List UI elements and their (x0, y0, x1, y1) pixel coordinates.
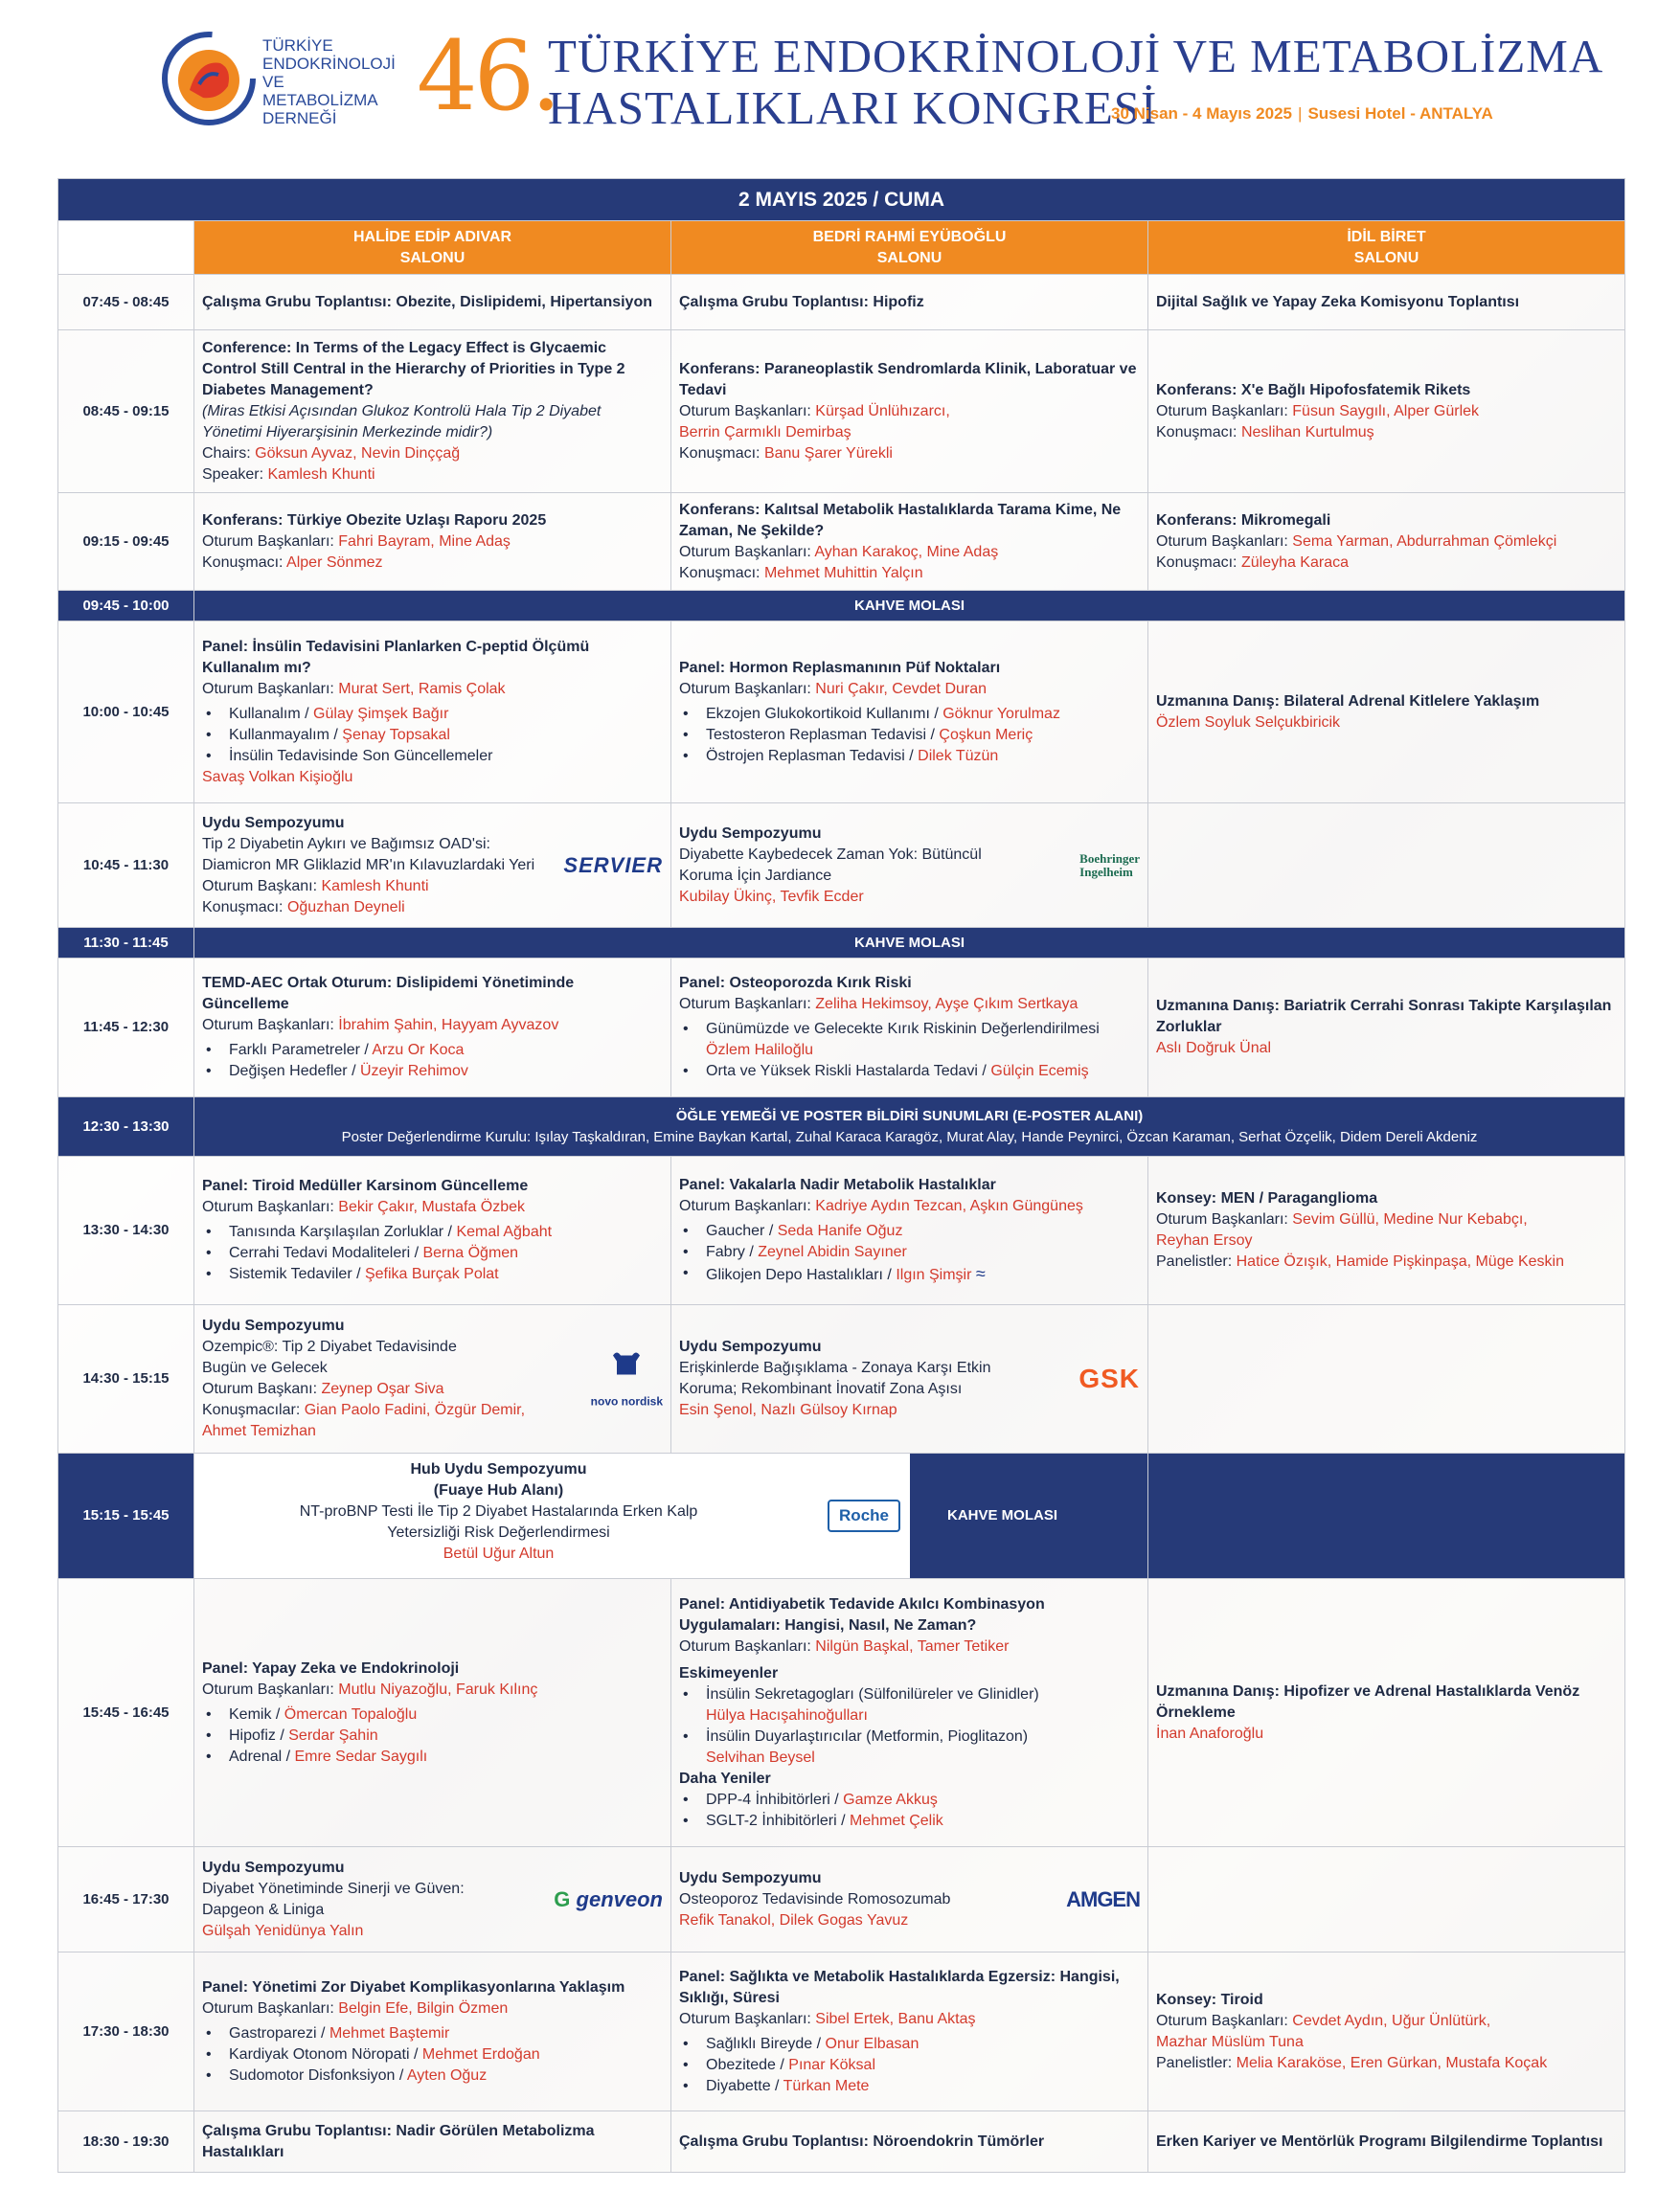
time-slot: 09:45 - 10:00 (58, 591, 194, 621)
empty-cell (1148, 803, 1625, 928)
session: Uzmanına Danış: Bilateral Adrenal Kitlelere Yaklaşım Özlem Soyluk Selçukbiricik (1148, 621, 1625, 803)
session: Konferans: X'e Bağlı Hipofosfatemik Rikets Oturum Başkanları: Füsun Saygılı, Alper Gürlek Konuşmacı: Neslihan Kurtulmuş (1148, 330, 1625, 493)
session: Konsey: MEN / Paraganglioma Oturum Başkanları: Sevim Güllü, Medine Nur Kebabçı, Reyhan Ersoy Panelistler: Hatice Özışık, Hamide Pişkinpaşa, Müge Keskin (1148, 1157, 1625, 1305)
congress-title-line2: HASTALIKLARI KONGRESİ (548, 81, 1158, 134)
coffee-break: KAHVE MOLASI (1148, 1454, 1625, 1579)
list-item: • Farklı Parametreler / Arzu Or Koca (202, 1040, 663, 1061)
list-item: • Fabry / Zeynel Abidin Sayıner (679, 1242, 1140, 1263)
satellite-symposium: Uydu Sempozyumu Ozempic®: Tip 2 Diyabet Tedavisinde Bugün ve Gelecek Oturum Başkanı: Zeynep Oşar Siva Konuşmacılar: Gian Paolo Fadini, Özgür Demir, Ahmet Temizhan novo nordisk (194, 1305, 671, 1454)
congress-date-venue: 30 Nisan - 4 Mayıs 2025 | Susesi Hotel - ANTALYA (1111, 104, 1493, 123)
list-item: • SGLT-2 İnhibitörleri / Mehmet Çelik (679, 1811, 1140, 1832)
boehringer-logo: Boehringer Ingelheim (1079, 850, 1140, 879)
time-slot: 15:15 - 15:45 (58, 1454, 194, 1579)
list-item: • Günümüzde ve Gelecekte Kırık Riskinin Değerlendirilmesi (679, 1019, 1140, 1040)
list-item: • Kullanmayalım / Şenay Topsakal (202, 725, 663, 746)
lunch-poster-session: ÖĞLE YEMEĞİ VE POSTER BİLDİRİ SUNUMLARI (E-POSTER ALANI) Poster Değerlendirme Kurulu: Işılay Taşkaldıran, Emine Baykan Kartal, Zuhal Karaca Karagöz, Murat Alay, Hande Peynirci, Özcan Karaman, Serhat Özçelik, Didem Dereli Akdeniz (194, 1097, 1625, 1157)
time-slot: 15:45 - 16:45 (58, 1579, 194, 1847)
satellite-symposium: Uydu Sempozyumu Diyabette Kaybedecek Zaman Yok: Bütüncül Koruma İçin Jardiance Kubilay Ükinç, Tevfik Ecder Boehringer Ingelheim (671, 803, 1148, 928)
satellite-symposium: Uydu Sempozyumu Osteoporoz Tedavisinde Romosozumab Refik Tanakol, Dilek Gogas Yavuz AMGEN (671, 1847, 1148, 1952)
list-item: • Sudomotor Disfonksiyon / Ayten Oğuz (202, 2065, 663, 2087)
session: Çalışma Grubu Toplantısı: Obezite, Dislipidemi, Hipertansiyon (194, 275, 671, 330)
list-item: • Testosteron Replasman Tedavisi / Çoşkun Meriç (679, 725, 1140, 746)
list-item: • Hipofiz / Serdar Şahin (202, 1726, 663, 1747)
amgen-logo: AMGEN (1066, 1886, 1140, 1911)
session: TEMD-AEC Ortak Oturum: Dislipidemi Yönetiminde Güncelleme Oturum Başkanları: İbrahim Şahin, Hayyam Ayvazov • Farklı Parametreler / Arzu Or Koca • Değişen Hedefler / Üzeyir Rehimov (194, 959, 671, 1097)
satellite-symposium: Uydu Sempozyumu Erişkinlerde Bağışıklama - Zonaya Karşı Etkin Koruma; Rekombinant İnovatif Zona Aşısı Esin Şenol, Nazlı Gülsoy Kırnap GSK (671, 1305, 1148, 1454)
list-item: • Değişen Hedefler / Üzeyir Rehimov (202, 1061, 663, 1082)
congress-number: 46. (417, 20, 558, 132)
time-slot: 14:30 - 15:15 (58, 1305, 194, 1454)
list-item: • Adrenal / Emre Sedar Saygılı (202, 1747, 663, 1768)
list-item: • İnsülin Sekretagogları (Sülfonilüreler ve Glinidler) Hülya Hacışahinoğulları (679, 1684, 1140, 1727)
hall-idil-biret: İDİL BİRET SALONU (1148, 221, 1625, 275)
list-item: • Kemik / Ömercan Topaloğlu (202, 1704, 663, 1726)
hall-bedri-rahmi-eyuboglu: BEDRİ RAHMİ EYÜBOĞLU SALONU (671, 221, 1148, 275)
session: Konferans: Paraneoplastik Sendromlarda Klinik, Laboratuar ve Tedavi Oturum Başkanları: Kürşad Ünlühızarcı, Berrin Çarmıklı Demirbaş Konuşmacı: Banu Şarer Yürekli (671, 330, 1148, 493)
association-name: TÜRKİYE ENDOKRİNOLOJİ VE METABOLİZMA DERNEĞİ (262, 36, 396, 127)
list-item: • Gastroparezi / Mehmet Baştemir (202, 2023, 663, 2044)
time-slot: 10:00 - 10:45 (58, 621, 194, 803)
session: Panel: Hormon Replasmanının Püf Noktaları Oturum Başkanları: Nuri Çakır, Cevdet Duran • Ekzojen Glukokortikoid Kullanımı / Göknur Yorulmaz • Testosteron Replasman Tedavisi / Çoşkun Meriç • Östrojen Replasman Tedavisi / Dilek Tüzün (671, 621, 1148, 803)
time-slot: 17:30 - 18:30 (58, 1952, 194, 2111)
session: Konferans: Mikromegali Oturum Başkanları: Sema Yarman, Abdurrahman Çömlekçi Konuşmacı: Züleyha Karaca (1148, 493, 1625, 591)
time-slot: 11:45 - 12:30 (58, 959, 194, 1097)
list-item: • Orta ve Yüksek Riskli Hastalarda Tedavi / Gülçin Ecemiş (679, 1061, 1140, 1082)
session: Panel: Antidiyabetik Tedavide Akılcı Kombinasyon Uygulamaları: Hangisi, Nasıl, Ne Zaman? Oturum Başkanları: Nilgün Başkal, Tamer Tetiker Eskimeyenler • İnsülin Sekretagogları (Sülfonilüreler ve Glinidler) Hülya Hacışahinoğulları • İnsülin Duyarlaştırıcılar (Metformin, Pioglitazon) Selvihan Beysel Daha Yeniler • DPP-4 İnhibitörleri / Gamze Akkuş • SGLT-2 İnhibitörleri / Mehmet Çelik (671, 1579, 1148, 1847)
session: Erken Kariyer ve Mentörlük Programı Bilgilendirme Toplantısı (1148, 2111, 1625, 2173)
list-item: • Kardiyak Otonom Nöropati / Mehmet Erdoğan (202, 2044, 663, 2065)
session: Çalışma Grubu Toplantısı: Nadir Görülen Metabolizma Hastalıkları (194, 2111, 671, 2173)
time-slot: 12:30 - 13:30 (58, 1097, 194, 1157)
list-item: • Kullanalım / Gülay Şimşek Bağır (202, 704, 663, 725)
list-item: • Obezitede / Pınar Köksal (679, 2055, 1140, 2076)
coffee-break: KAHVE MOLASI (194, 591, 1625, 621)
coffee-break: KAHVE MOLASI (194, 928, 1625, 959)
time-slot: 13:30 - 14:30 (58, 1157, 194, 1305)
novo-nordisk-logo: novo nordisk (591, 1346, 663, 1412)
schedule-table (57, 178, 1625, 2173)
day-title: 2 MAYIS 2025 / CUMA (58, 179, 1625, 221)
list-item: • Diyabette / Türkan Mete (679, 2076, 1140, 2097)
roche-logo: Roche (828, 1500, 900, 1532)
satellite-symposium: Uydu Sempozyumu Diyabet Yönetiminde Sinerji ve Güven: Dapgeon & Liniga Gülşah Yenidünya Yalın G genveon (194, 1847, 671, 1952)
session: Panel: Sağlıkta ve Metabolik Hastalıklarda Egzersiz: Hangisi, Sıklığı, Süresi Oturum Başkanları: Sibel Ertek, Banu Aktaş • Sağlıklı Bireyde / Onur Elbasan • Obezitede / Pınar Köksal • Diyabette / Türkan Mete (671, 1952, 1148, 2111)
session: Panel: Osteoporozda Kırık Riski Oturum Başkanları: Zeliha Hekimsoy, Ayşe Çıkım Sertkaya • Günümüzde ve Gelecekte Kırık Riskinin Değerlendirilmesi Özlem Haliloğlu • Orta ve Yüksek Riskli Hastalarda Tedavi / Gülçin Ecemiş (671, 959, 1148, 1097)
genveon-g-icon: G (554, 1886, 571, 1911)
time-slot: 07:45 - 08:45 (58, 275, 194, 330)
session: Panel: Yapay Zeka ve Endokrinoloji Oturum Başkanları: Mutlu Niyazoğlu, Faruk Kılınç • Kemik / Ömercan Topaloğlu • Hipofiz / Serdar Şahin • Adrenal / Emre Sedar Saygılı (194, 1579, 671, 1847)
session: Konferans: Kalıtsal Metabolik Hastalıklarda Tarama Kime, Ne Zaman, Ne Şekilde? Oturum Başkanları: Ayhan Karakoç, Mine Adaş Konuşmacı: Mehmet Muhittin Yalçın (671, 493, 1148, 591)
list-item: • DPP-4 İnhibitörleri / Gamze Akkuş (679, 1790, 1140, 1811)
session: Çalışma Grubu Toplantısı: Hipofiz (671, 275, 1148, 330)
list-item: • Östrojen Replasman Tedavisi / Dilek Tüzün (679, 746, 1140, 767)
time-slot: 11:30 - 11:45 (58, 928, 194, 959)
page-header (0, 0, 1680, 178)
list-item: • Glikojen Depo Hastalıkları / Ilgın Şimşir ≈ (679, 1263, 1140, 1286)
session: Panel: Vakalarla Nadir Metabolik Hastalıklar Oturum Başkanları: Kadriye Aydın Tezcan, Aşkın Güngüneş • Gaucher / Seda Hanife Oğuz • Fabry / Zeynel Abidin Sayıner • Glikojen Depo Hastalıkları / Ilgın Şimşir ≈ (671, 1157, 1148, 1305)
time-slot: 10:45 - 11:30 (58, 803, 194, 928)
list-item: • Ekzojen Glukokortikoid Kullanımı / Göknur Yorulmaz (679, 704, 1140, 725)
satellite-symposium: Uydu Sempozyumu Tip 2 Diyabetin Aykırı ve Bağımsız OAD'si: Diamicron MR Gliklazid MR'ın Kılavuzlardaki Yeri Oturum Başkanı: Kamlesh Khunti Konuşmacı: Oğuzhan Deyneli SERVIER (194, 803, 671, 928)
session: Konferans: Türkiye Obezite Uzlaşı Raporu 2025 Oturum Başkanları: Fahri Bayram, Mine Adaş Konuşmacı: Alper Sönmez (194, 493, 671, 591)
session: Konsey: Tiroid Oturum Başkanları: Cevdet Aydın, Uğur Ünlütürk, Mazhar Müslüm Tuna Panelistler: Melia Karaköse, Eren Gürkan, Mustafa Koçak (1148, 1952, 1625, 2111)
empty-cell (1148, 1847, 1625, 1952)
time-slot: 08:45 - 09:15 (58, 330, 194, 493)
list-item: • Tanısında Karşılaşılan Zorluklar / Kemal Ağbaht (202, 1222, 663, 1243)
list-item: • Gaucher / Seda Hanife Oğuz (679, 1221, 1140, 1242)
genveon-logo: G genveon (554, 1886, 663, 1911)
session: Çalışma Grubu Toplantısı: Nöroendokrin Tümörler (671, 2111, 1148, 2173)
apis-bull-icon (607, 1346, 646, 1385)
list-item: • Sistemik Tedaviler / Şefika Burçak Polat (202, 1264, 663, 1285)
session: Panel: İnsülin Tedavisini Planlarken C-peptid Ölçümü Kullanalım mı? Oturum Başkanları: Murat Sert, Ramis Çolak • Kullanalım / Gülay Şimşek Bağır • Kullanmayalım / Şenay Topsakal • İnsülin Tedavisinde Son Güncellemeler Savaş Volkan Kişioğlu (194, 621, 671, 803)
gsk-logo: GSK (1078, 1364, 1140, 1393)
congress-title-line1: TÜRKİYE ENDOKRİNOLOJİ VE METABOLİZMA (548, 30, 1604, 82)
session: Uzmanına Danış: Bariatrik Cerrahi Sonrası Takipte Karşılaşılan Zorluklar Aslı Doğruk Ünal (1148, 959, 1625, 1097)
hub-symposium: Hub Uydu Sempozyumu (Fuaye Hub Alanı) NT-proBNP Testi İle Tip 2 Diyabet Hastalarında Erken Kalp Yetersizliği Risk Değerlendirmesi Betül Uğur Altun Roche (194, 1454, 910, 1578)
time-slot: 09:15 - 09:45 (58, 493, 194, 591)
list-item: • Cerrahi Tedavi Modaliteleri / Berna Öğmen (202, 1243, 663, 1264)
empty-cell (1148, 1305, 1625, 1454)
list-item: • İnsülin Duyarlaştırıcılar (Metformin, Pioglitazon) Selvihan Beysel (679, 1727, 1140, 1769)
session: Panel: Yönetimi Zor Diyabet Komplikasyonlarına Yaklaşım Oturum Başkanları: Belgin Efe, Bilgin Özmen • Gastroparezi / Mehmet Baştemir • Kardiyak Otonom Nöropati / Mehmet Erdoğan • Sudomotor Disfonksiyon / Ayten Oğuz (194, 1952, 671, 2111)
wifi-icon: ≈ (975, 1264, 986, 1283)
time-slot: 18:30 - 19:30 (58, 2111, 194, 2173)
association-logo (161, 31, 257, 126)
session: Uzmanına Danış: Hipofizer ve Adrenal Hastalıklarda Venöz Örnekleme İnan Anaforoğlu (1148, 1579, 1625, 1847)
list-item: • İnsülin Tedavisinde Son Güncellemeler (202, 746, 663, 767)
servier-logo: SERVIER (563, 852, 663, 877)
session: Dijital Sağlık ve Yapay Zeka Komisyonu Toplantısı (1148, 275, 1625, 330)
list-item: • Sağlıklı Bireyde / Onur Elbasan (679, 2034, 1140, 2055)
session: Panel: Tiroid Medüller Karsinom Güncelleme Oturum Başkanları: Bekir Çakır, Mustafa Özbek • Tanısında Karşılaşılan Zorluklar / Kemal Ağbaht • Cerrahi Tedavi Modaliteleri / Berna Öğmen • Sistemik Tedaviler / Şefika Burçak Polat (194, 1157, 671, 1305)
session: Conference: In Terms of the Legacy Effect is Glycaemic Control Still Central in the Hierarchy of Priorities in Type 2 Diabetes Management? (Miras Etkisi Açısından Glukoz Kontrolü Hala Tip 2 Diyabet Yönetimi Hiyerarşisinin Merkezinde midir?) Chairs: Göksun Ayvaz, Nevin Dinççağ Speaker: Kamlesh Khunti (194, 330, 671, 493)
time-slot: 16:45 - 17:30 (58, 1847, 194, 1952)
hall-halide-edip-adivar: HALİDE EDİP ADIVAR SALONU (194, 221, 671, 275)
